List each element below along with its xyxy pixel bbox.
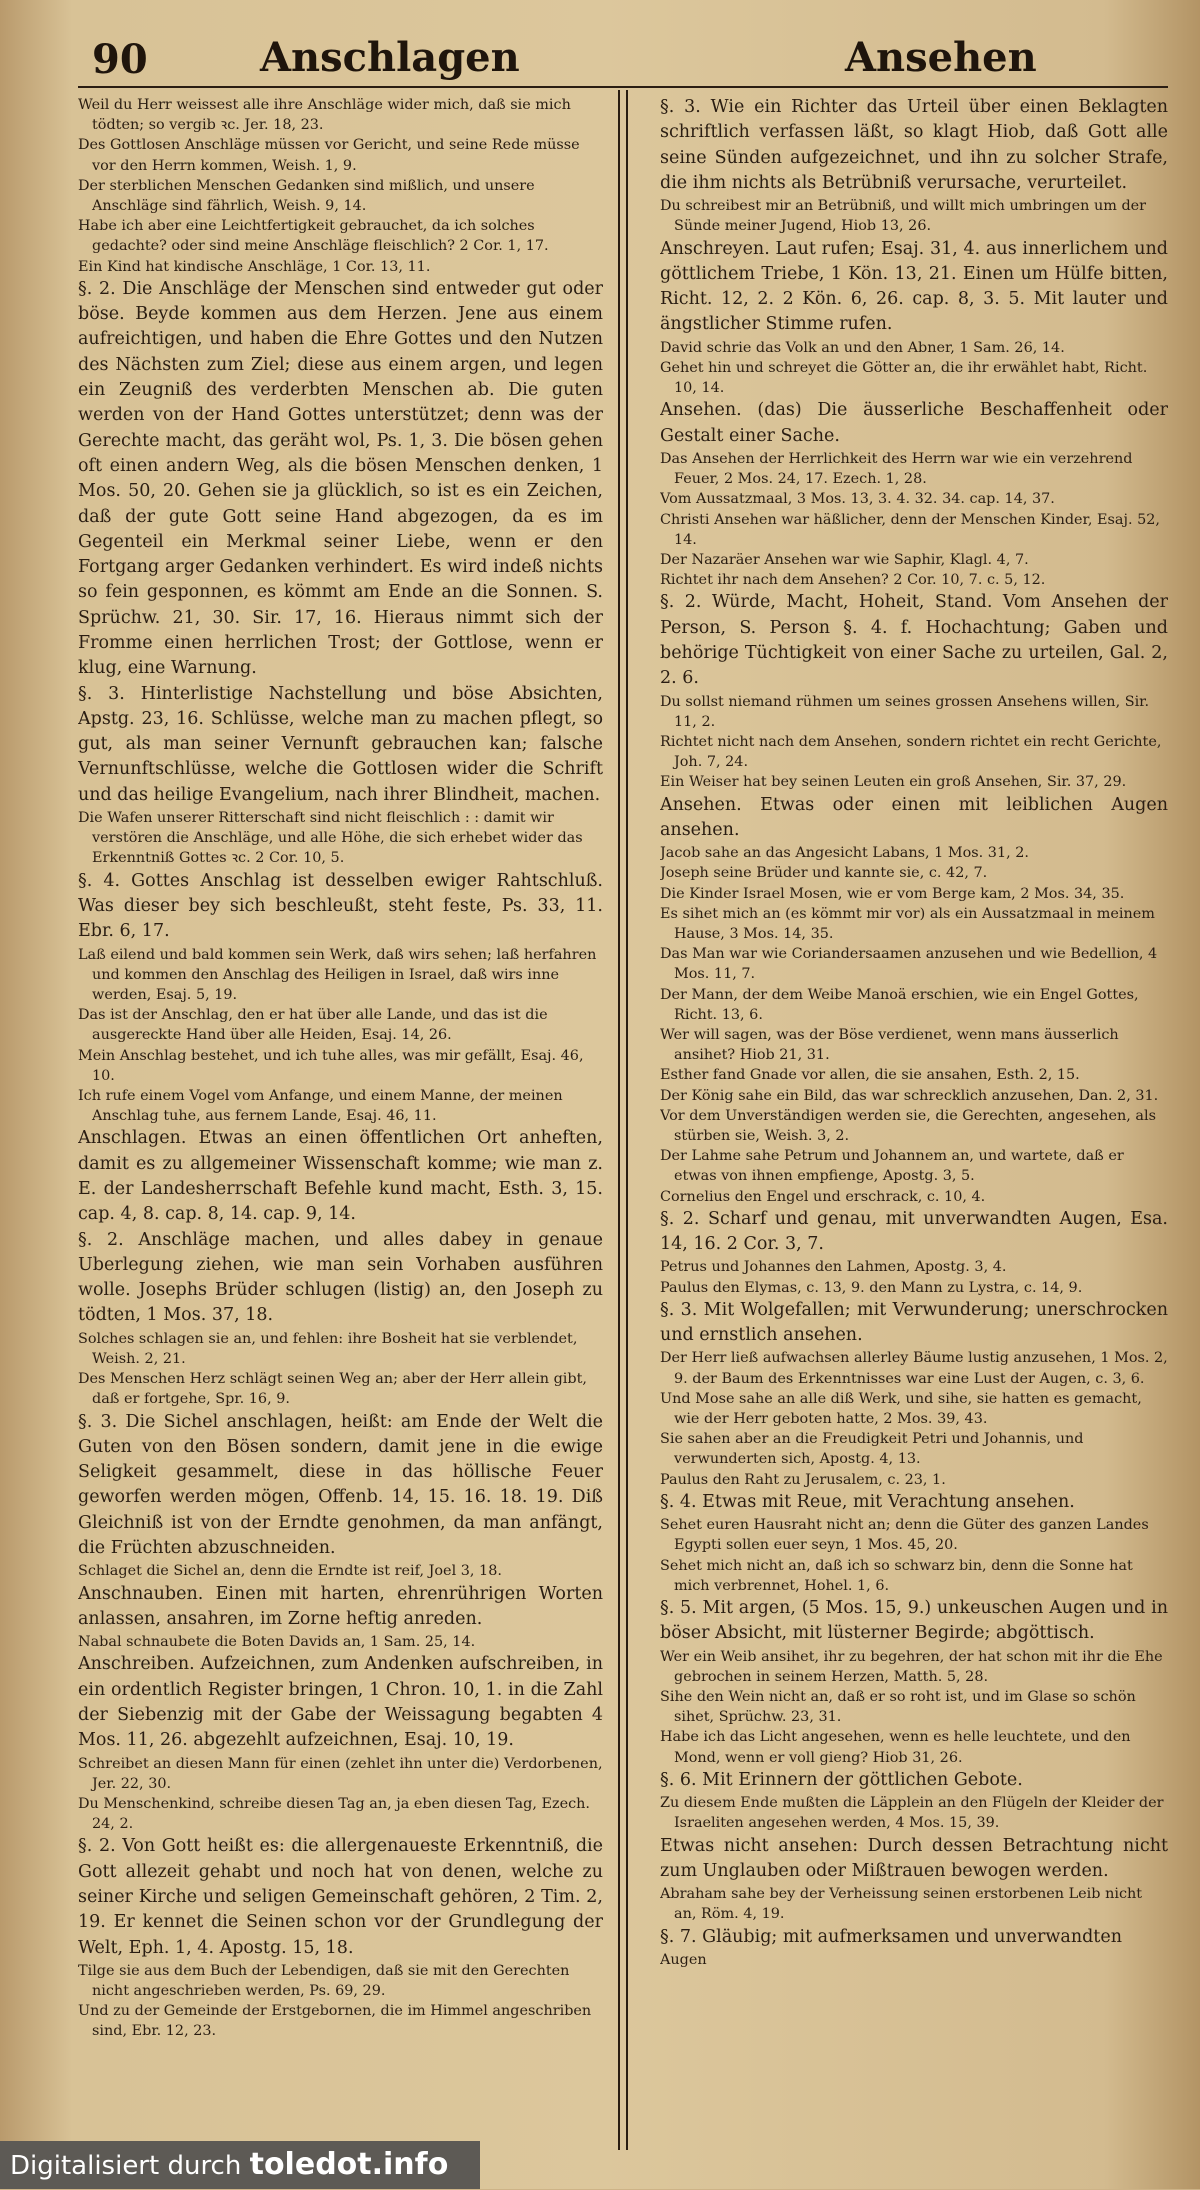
scripture-citation: Abraham sahe bey der Verheissung seinen erstorbenen Leib nicht an, Röm. 4, 19. <box>660 1886 1143 1923</box>
scripture-citation: Das ist der Anschlag, den er hat über alle Lande, und das ist die ausgereckte Hand über alle Heiden, Esaj. 14, 26. <box>78 1007 548 1044</box>
digitization-credit <box>0 2141 480 2189</box>
entry-paragraph: §. 4. Etwas mit Reue, mit Verachtung ansehen. <box>660 1491 1075 1512</box>
scripture-citation: Schlaget die Sichel an, denn die Erndte ist reif, Joel 3, 18. <box>78 1563 502 1580</box>
scripture-citation: Jacob sahe an das Angesicht Labans, 1 Mos. 31, 2. <box>660 845 1029 862</box>
scripture-citation: David schrie das Volk an und den Abner, 1 Sam. 26, 14. <box>660 339 1065 356</box>
credit-brand[interactable]: toledot.info <box>249 2147 449 2182</box>
scripture-citation: Habe ich aber eine Leichtfertigkeit gebrauchet, da ich solches gedachte? oder sind meine Anschläge fleischlich? 2 Cor. 1, 17. <box>78 218 549 255</box>
entry-paragraph: §. 2. Von Gott heißt es: die allergenaueste Erkenntniß, die Gott allezeit gehabt und noch hat von denen, welche zu seiner Kirche und seligen Gemeinschaft gehören, 2 Tim. 2, 19. Er kennet die Seinen schon vor der Grundlegung der Welt, Eph. 1, 4. Apostg. 15, 18. <box>78 1836 603 1958</box>
scripture-citation: Solches schlagen sie an, und fehlen: ihre Bosheit hat sie verblendet, Weish. 2, 21. <box>78 1330 578 1367</box>
entry-paragraph: §. 5. Mit argen, (5 Mos. 15, 9.) unkeuschen Augen und in böser Absicht, mit lüsterner Begirde; abgöttisch. <box>660 1597 1168 1644</box>
entry-paragraph: §. 3. Mit Wolgefallen; mit Verwunderung; unerschrocken und ernstlich ansehen. <box>660 1299 1168 1346</box>
scripture-citation: Es sihet mich an (es kömmt mir vor) als ein Aussatzmaal in meinem Hause, 3 Mos. 14, 35. <box>660 905 1155 943</box>
entry-paragraph: §. 3. Wie ein Richter das Urteil über einen Beklagten schriftlich verfassen läßt, so klagt Hiob, daß Gott alle seine Sünden aufgezeichnet, und ihn zu solcher Strafe, die ihm nichts als Betrübniß verursache, verurteilet. <box>660 97 1168 193</box>
scripture-citation: Du sollst niemand rühmen um seines grossen Ansehens willen, Sir. 11, 2. <box>660 693 1150 730</box>
scripture-citation: Du Menschenkind, schreibe diesen Tag an, ja eben diesen Tag, Ezech. 24, 2. <box>78 1795 590 1833</box>
scripture-citation: Nabal schnaubete die Boten Davids an, 1 Sam. 25, 14. <box>78 1634 476 1651</box>
right-running-head: Ansehen <box>845 34 1037 81</box>
scripture-citation: Cornelius den Engel und erschrack, c. 10, 4. <box>660 1188 986 1205</box>
scripture-citation: Petrus und Johannes den Lahmen, Apostg. 3, 4. <box>660 1259 1007 1276</box>
entry-paragraph: Anschnauben. Einen mit harten, ehrenrührigen Worten anlassen, ansahren, im Zorne heftig anreden. <box>78 1583 603 1629</box>
scripture-citation: Schreibet an diesen Mann für einen (zehlet ihn unter die) Verdorbenen, Jer. 22, 30. <box>78 1755 603 1792</box>
scripture-citation: Der König sahe ein Bild, das war schrecklich anzusehen, Dan. 2, 31. <box>660 1087 1159 1104</box>
left-running-head: Anschlagen <box>260 34 520 81</box>
scripture-citation: Und zu der Gemeinde der Erstgebornen, die im Himmel angeschriben sind, Ebr. 12, 23. <box>78 2003 592 2040</box>
scripture-citation: Vor dem Unverständigen werden sie, die Gerechten, angesehen, als stürben sie, Weish. 3, 2. <box>660 1107 1156 1145</box>
scripture-citation: Ein Kind hat kindische Anschläge, 1 Cor. 13, 11. <box>78 258 431 275</box>
scripture-citation: Sihe den Wein nicht an, daß er so roht ist, und im Glase so schön sihet, Sprüchw. 23, 31. <box>660 1688 1136 1726</box>
scripture-citation: Paulus den Raht zu Jerusalem, c. 23, 1. <box>660 1471 946 1488</box>
page-number: 90 <box>92 36 148 83</box>
scripture-citation: Habe ich das Licht angesehen, wenn es helle leuchtete, und den Mond, wenn er voll gieng? Hiob 31, 26. <box>660 1729 1131 1766</box>
right-column <box>660 95 1168 2149</box>
scripture-citation: Die Wafen unserer Ritterschaft sind nicht fleischlich : : damit wir verstören die Anschläge, und alle Höhe, die sich erhebet wider das Erkenntniß Gottes ꝛc. 2 Cor. 10, 5. <box>78 810 583 867</box>
left-column <box>78 95 603 2149</box>
scripture-citation: Die Kinder Israel Mosen, wie er vom Berge kam, 2 Mos. 34, 35. <box>660 885 1125 902</box>
scripture-citation: Mein Anschlag bestehet, und ich tuhe alles, was mir gefällt, Esaj. 46, 10. <box>78 1047 584 1084</box>
scripture-citation: Gehet hin und schreyet die Götter an, die ihr erwählet habt, Richt. 10, 14. <box>660 359 1148 397</box>
entry-paragraph: §. 2. Anschläge machen, und alles dabey in genaue Uberlegung ziehen, wie man sein Vorhaben ausführen wolle. Josephs Brüder schlugen (listig) an, den Joseph zu tödten, 1 Mos. 37, 18. <box>78 1229 603 1326</box>
scripture-citation: Des Gottlosen Anschläge müssen vor Gericht, und seine Rede müsse vor den Herrn kommen, Weish. 1, 9. <box>78 137 580 174</box>
scripture-citation: Der Lahme sahe Petrum und Johannem an, und wartete, daß er etwas von ihnen empfienge, Apostg. 3, 5. <box>660 1148 1124 1185</box>
scripture-citation: Augen <box>660 1951 707 1968</box>
header-rule <box>78 86 1168 88</box>
entry-paragraph: Anschlagen. Etwas an einen öffentlichen Ort anheften, damit es zu allgemeiner Wissenschaft komme; wie man z. E. der Landesherrschaft Befehle kund macht, Esth. 3, 15. cap. 4, 8. cap. 8, 14. cap. 9, 14. <box>78 1128 603 1225</box>
scripture-citation: Der Mann, der dem Weibe Manoä erschien, wie ein Engel Gottes, Richt. 13, 6. <box>660 986 1139 1023</box>
scripture-citation: Sehet euren Hausraht nicht an; denn die Güter des ganzen Landes Egypti sollen euer seyn, 1 Mos. 45, 20. <box>660 1517 1149 1554</box>
entry-paragraph: §. 2. Die Anschläge der Menschen sind entweder gut oder böse. Beyde kommen aus dem Herzen. Jene aus einem aufreichtigen, und haben die Ehre Gottes und den Nutzen des Nächsten zum Ziel; diese aus einem argen, und legen ein Zeugniß des verderbten Menschen ab. Die guten werden von der Hand Gottes unterstützet; denn was der Gerechte macht, das geräht wol, Ps. 1, 3. Die bösen gehen oft einen andern Weg, als die bösen Menschen denken, 1 Mos. 50, 20. Gehen sie ja glücklich, so ist es ein Zeichen, daß der gute Gott seine Hand abgezogen, da es im Gegenteil ein Merkmal seiner Liebe, wenn er den Fortgang arger Gedanken verhindert. Es wird indeß nichts so fein gesponnen, es kömmt am Ende an die Sonnen. S. Sprüchw. 21, 30. Sir. 17, 16. Hieraus nimmt sich der Fromme einen herrlichen Trost; der Gottlose, wenn er klug, eine Warnung. <box>78 278 603 679</box>
entry-paragraph: Etwas nicht ansehen: Durch dessen Betrachtung nicht zum Unglauben oder Mißtrauen bewogen werden. <box>660 1835 1168 1881</box>
entry-paragraph: Anschreyen. Laut rufen; Esaj. 31, 4. aus innerlichem und göttlichem Triebe, 1 Kön. 13, 21. Einen um Hülfe bitten, Richt. 12, 2. 2 Kön. 6, 26. cap. 8, 3. 5. Mit lauter und ängstlicher Stimme rufen. <box>660 238 1168 335</box>
scripture-citation: Laß eilend und bald kommen sein Werk, daß wirs sehen; laß herfahren und kommen den Anschlag des Heiligen in Israel, daß wirs inne werden, Esaj. 5, 19. <box>78 946 597 1003</box>
entry-paragraph: Ansehen. (das) Die äusserliche Beschaffenheit oder Gestalt einer Sache. <box>660 400 1168 446</box>
scripture-citation: Des Menschen Herz schlägt seinen Weg an; aber der Herr allein gibt, daß er fortgehe, Spr. 16, 9. <box>78 1371 587 1408</box>
entry-paragraph: §. 2. Scharf und genau, mit unverwandten Augen, Esa. 14, 16. 2 Cor. 3, 7. <box>660 1208 1168 1255</box>
entry-paragraph: §. 4. Gottes Anschlag ist desselben ewiger Rahtschluß. Was dieser bey sich beschleußt, steht feste, Ps. 33, 11. Ebr. 6, 17. <box>78 870 603 942</box>
entry-paragraph: §. 3. Hinterlistige Nachstellung und böse Absichten, Apstg. 23, 16. Schlüsse, welche man zu machen pflegt, so gut, als man seiner Vernunft gebrauchen kan; falsche Vernunftschlüsse, welche die Gottlosen wider die Schrift und das heilige Evangelium, nach ihrer Blindheit, machen. <box>78 683 603 805</box>
scripture-citation: Paulus den Elymas, c. 13, 9. den Mann zu Lystra, c. 14, 9. <box>660 1279 1083 1296</box>
scripture-citation: Der sterblichen Menschen Gedanken sind mißlich, und unsere Anschläge sind fährlich, Weish. 9, 14. <box>78 177 535 215</box>
scripture-citation: Der Nazaräer Ansehen war wie Saphir, Klagl. 4, 7. <box>660 552 1029 568</box>
scripture-citation: Esther fand Gnade vor allen, die sie ansahen, Esth. 2, 15. <box>660 1067 1080 1084</box>
scripture-citation: Richtet nicht nach dem Ansehen, sondern richtet ein recht Gerichte, Joh. 7, 24. <box>660 734 1162 771</box>
entry-paragraph: Anschreiben. Aufzeichnen, zum Andenken aufschreiben, in ein ordentlich Register bringen, 1 Chron. 10, 1. in die Zahl der Siebenzig mit der Gabe der Weissagung begabten 4 Mos. 11, 26. abgezehlt aufzeichnen, Esaj. 10, 19. <box>78 1654 603 1751</box>
scripture-citation: Vom Aussatzmaal, 3 Mos. 13, 3. 4. 32. 34. cap. 14, 37. <box>660 491 1055 508</box>
scripture-citation: Sie sahen aber an die Freudigkeit Petri und Johannis, und verwunderten sich, Apostg. 4, 13. <box>660 1431 1084 1468</box>
scripture-citation: Sehet mich nicht an, daß ich so schwarz bin, denn die Sonne hat mich verbrennet, Hohel. 1, 6. <box>660 1557 1133 1594</box>
scripture-citation: Das Ansehen der Herrlichkeit des Herrn war wie ein verzehrend Feuer, 2 Mos. 24, 17. Ezech. 1, 28. <box>660 450 1133 488</box>
scripture-citation: Ein Weiser hat bey seinen Leuten ein groß Ansehen, Sir. 37, 29. <box>660 774 1127 791</box>
entry-paragraph: §. 2. Würde, Macht, Hoheit, Stand. Vom Ansehen der Person, S. Person §. 4. f. Hochachtung; Gaben und behörige Tüchtigkeit von einer Sache zu urteilen, Gal. 2, 2. 6. <box>660 592 1168 689</box>
scripture-citation: Joseph seine Brüder und kannte sie, c. 42, 7. <box>660 865 988 882</box>
scripture-citation: Und Mose sahe an alle diß Werk, und sihe, sie hatten es gemacht, wie der Herr geboten hatte, 2 Mos. 39, 43. <box>660 1390 1142 1428</box>
scripture-citation: Richtet ihr nach dem Ansehen? 2 Cor. 10, 7. c. 5, 12. <box>660 572 1046 589</box>
scripture-citation: Zu diesem Ende mußten die Läpplein an den Flügeln der Kleider der Israeliten angesehen werden, 4 Mos. 15, 39. <box>660 1795 1164 1832</box>
scripture-citation: Tilge sie aus dem Buch der Lebendigen, daß sie mit den Gerechten nicht angeschrieben werden, Ps. 69, 29. <box>78 1962 570 2000</box>
column-divider <box>618 90 628 2150</box>
credit-prefix: Digitalisiert durch <box>10 2151 250 2181</box>
scripture-citation: Wer ein Weib ansihet, ihr zu begehren, der hat schon mit ihr die Ehe gebrochen in seinem Herzen, Matth. 5, 28. <box>660 1648 1163 1685</box>
scripture-citation: Das Man war wie Coriandersaamen anzusehen und wie Bedellion, 4 Mos. 11, 7. <box>660 946 1158 983</box>
scripture-citation: Ich rufe einem Vogel vom Anfange, und einem Manne, der meinen Anschlag tuhe, aus fernem Lande, Esaj. 46, 11. <box>78 1087 563 1125</box>
entry-paragraph: §. 6. Mit Erinnern der göttlichen Gebote. <box>660 1769 1023 1790</box>
entry-paragraph: §. 7. Gläubig; mit aufmerksamen und unverwandten <box>660 1926 1122 1947</box>
scripture-citation: Wer will sagen, was der Böse verdienet, wenn mans äusserlich ansihet? Hiob 21, 31. <box>660 1027 1119 1064</box>
entry-paragraph: §. 3. Die Sichel anschlagen, heißt: am Ende der Welt die Guten von den Bösen sondern, damit jene in die ewige Seligkeit gesammelt, diese in das höllische Feuer geworfen werden mögen, Offenb. 14, 15. 16. 18. 19. Diß Gleichniß ist von der Erndte genohmen, da man anfängt, die Früchten abzuschneiden. <box>78 1411 603 1559</box>
entry-paragraph: Ansehen. Etwas oder einen mit leiblichen Augen ansehen. <box>660 794 1168 840</box>
scripture-citation: Christi Ansehen war häßlicher, denn der Menschen Kinder, Esaj. 52, 14. <box>660 511 1160 548</box>
scripture-citation: Der Herr ließ aufwachsen allerley Bäume lustig anzusehen, 1 Mos. 2, 9. der Baum des Erkenntnisses war eine Lust der Augen, c. 3, 6. <box>660 1350 1168 1387</box>
scripture-citation: Weil du Herr weissest alle ihre Anschläge wider mich, daß sie mich tödten; so vergib ꝛc. Jer. 18, 23. <box>78 97 571 134</box>
scripture-citation: Du schreibest mir an Betrübniß, und willt mich umbringen um der Sünde meiner Jugend, Hiob 13, 26. <box>660 198 1147 235</box>
